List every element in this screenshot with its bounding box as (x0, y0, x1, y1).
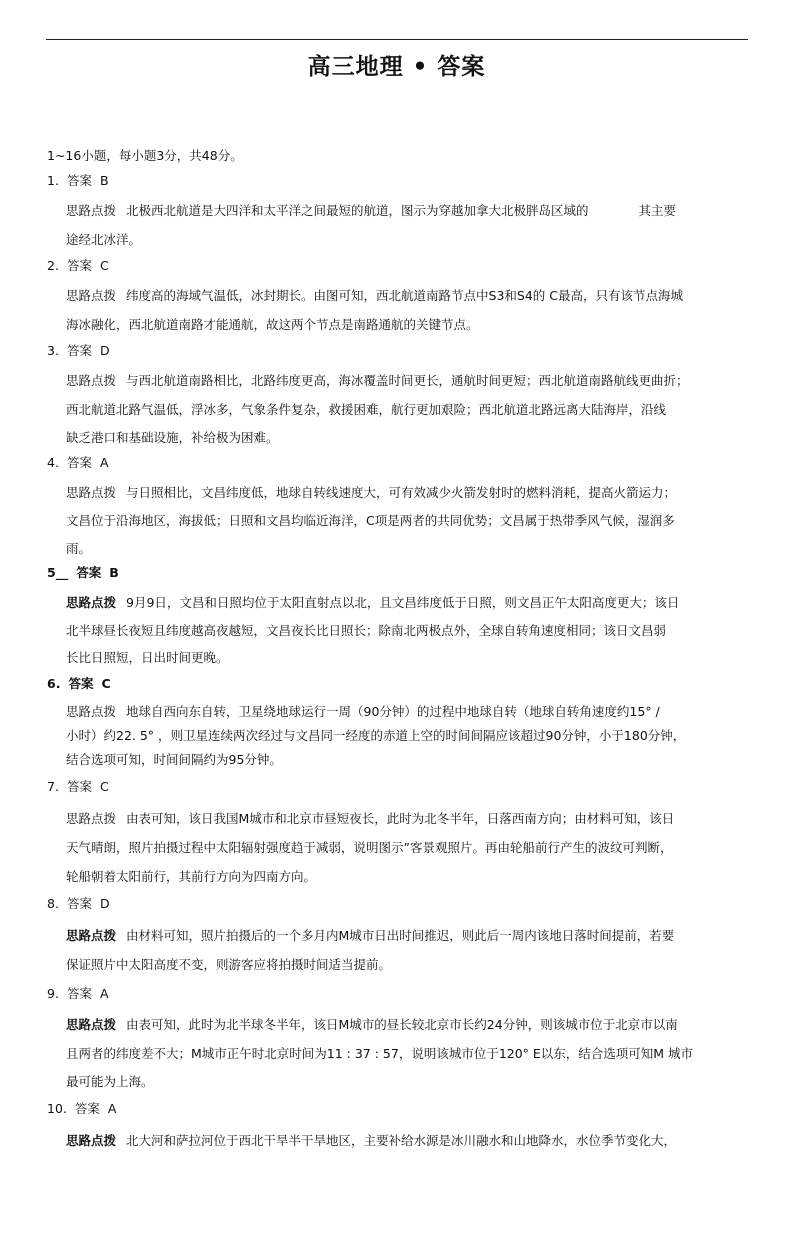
answer-value: D (99, 343, 110, 358)
answer-label: 答案 (68, 676, 94, 691)
answer-row-9 (47, 986, 109, 1002)
explanation-line: 海冰融化，西北航道南路才能通航，故这两个节点是南路通航的关键节点。 (66, 317, 479, 332)
answer-value: A (107, 1101, 117, 1116)
explanation-line (66, 595, 746, 611)
question-number: 3. (47, 343, 59, 358)
question-number: 10. (47, 1101, 67, 1116)
explanation-line: 小时）约22. 5° ，则卫星连续两次经过与文昌同一经度的赤道上空的时间间隔应该超过90分钟，小于180分钟， (66, 728, 686, 743)
page-title: 高三地理 • 答案 (307, 54, 486, 80)
explanation-text: 由材料可知，照片拍摄后的一个多月内M城市日出时间推迟，则此后一周内该地日落时间提前，若要 (126, 928, 675, 943)
answer-row-10 (47, 1101, 116, 1117)
question-number: 8. (47, 896, 59, 911)
explanation-line: 天气晴朗，照片拍摄过程中太阳辐射强度趋于减弱，说明图示”客景观照片。再由轮船前行产生的波纹可判断， (66, 840, 673, 855)
question-number: 9. (47, 986, 59, 1001)
explanation-line (66, 811, 746, 827)
hint-label: 思路点拨 (66, 373, 117, 388)
explanation-line (66, 704, 746, 720)
explanation-line (66, 288, 746, 304)
answer-row-2 (47, 258, 109, 274)
explanation-line: 雨。 (66, 541, 92, 556)
explanation-line: 缺乏港口和基础设施，补给极为困难。 (66, 430, 279, 445)
answer-label: 答案 (66, 258, 92, 273)
explanation-line: 且两者的纬度差不大；M城市正午时北京时间为11 : 37 : 57，说明该城市位于120° E以东，结合选项可知M 城市 (66, 1046, 694, 1061)
answer-value: B (99, 173, 109, 188)
question-number: 1. (47, 173, 59, 188)
hint-label: 思路点拨 (66, 595, 117, 610)
answer-row-8 (47, 896, 110, 912)
explanation-text: 地球自西向东自转，卫星绕地球运行一周（90分钟）的过程中地球自转（地球自转角速度约15° / (126, 704, 660, 719)
explanation-text: 由表可知，此时为北半球冬半年，该日M城市的昼长较北京市长约24分钟，则该城市位于北京市以南 (126, 1017, 678, 1032)
answer-label: 答案 (74, 1101, 100, 1116)
hint-label: 思路点拨 (66, 203, 117, 218)
explanation-line (66, 1133, 746, 1149)
explanation-line: 北半球昼长夜短且纬度越高夜越短，文昌夜长比日照长；除南北两极点外，全球自转角速度相同；该日文昌弱 (66, 623, 667, 638)
answer-label: 答案 (66, 779, 92, 794)
explanation-text: 北极西北航道是大四洋和太平洋之间最短的航道，图示为穿越加拿大北极胖岛区域的 (126, 203, 589, 218)
explanation-line: 西北航道北路气温低，浮冰多，气象条件复杂，救援困难，航行更加艰险；西北航道北路远离大陆海岸，沿线 (66, 402, 667, 417)
explanation-line: 保证照片中太阳高度不变，则游客应将拍摄时间适当提前。 (66, 957, 392, 972)
answer-row-7 (47, 779, 109, 795)
hint-label: 思路点拨 (66, 704, 117, 719)
question-number: 5__ (47, 565, 69, 580)
question-number: 7. (47, 779, 59, 794)
answer-label: 答案 (76, 565, 102, 580)
answer-label: 答案 (66, 173, 92, 188)
explanation-text: 纬度高的海域气温低，冰封期长。由图可知，西北航道南路节点中S3和S4的 C最高，只有该节点海城 (126, 288, 683, 303)
answer-value: A (99, 986, 109, 1001)
answer-value: C (101, 676, 111, 691)
explanation-line (66, 203, 746, 219)
hint-label: 思路点拨 (66, 1133, 117, 1148)
hint-label: 思路点拨 (66, 928, 117, 943)
answer-row-5 (47, 565, 119, 581)
explanation-text: 9月9日，文昌和日照均位于太阳直射点以北，且文昌纬度低于日照，则文昌正午太阳高度更大；该日 (126, 595, 680, 610)
explanation-text: 与西北航道南路相比，北路纬度更高，海冰覆盖时间更长，通航时间更短；西北航道南路航线更曲折； (126, 373, 689, 388)
hint-label: 思路点拨 (66, 1017, 117, 1032)
question-number: 4. (47, 455, 59, 470)
answer-row-3 (47, 343, 110, 359)
explanation-line (66, 485, 746, 501)
answer-value: C (99, 258, 109, 273)
answer-label: 答案 (66, 986, 92, 1001)
explanation-text: 北大河和萨拉河位于西北干旱半干旱地区，主要补给水源是冰川融水和山地降水，水位季节变化大， (126, 1133, 677, 1148)
explanation-line: 文昌位于沿海地区，海拔低；日照和文昌均临近海洋，C项是两者的共同优势；文昌属于热带季风气候，湿润多 (66, 513, 675, 528)
question-number: 6. (47, 676, 61, 691)
explanation-text: 与日照相比，文昌纬度低，地球自转线速度大，可有效减少火箭发射时的燃料消耗，提高火箭运力； (126, 485, 677, 500)
header-rule (46, 39, 748, 40)
hint-label: 思路点拨 (66, 288, 117, 303)
intro-text: 1~16小题，每小题3分，共48分。 (47, 148, 243, 163)
hint-label: 思路点拨 (66, 485, 117, 500)
answer-value: D (99, 896, 110, 911)
explanation-line (66, 928, 746, 944)
explanation-text: 由表可知，该日我国M城市和北京市昼短夜长，此时为北冬半年，日落西南方向；由材料可知，该日 (126, 811, 675, 826)
explanation-line (66, 1017, 746, 1033)
answer-value: A (99, 455, 109, 470)
answer-value: C (99, 779, 109, 794)
hint-label: 思路点拨 (66, 811, 117, 826)
explanation-line (66, 373, 746, 389)
explanation-line: 途经北冰洋。 (66, 232, 142, 247)
answer-label: 答案 (66, 896, 92, 911)
question-number: 2. (47, 258, 59, 273)
answer-value: B (109, 565, 119, 580)
explanation-line: 结合选项可知，时间间隔约为95分钟。 (66, 752, 282, 767)
explanation-line: 轮船朝着太阳前行，其前行方向为四南方向。 (66, 869, 317, 884)
explanation-text: 其主要 (638, 203, 677, 218)
answer-row-6 (47, 676, 111, 692)
explanation-line: 长比日照短，日出时间更晚。 (66, 650, 229, 665)
answer-label: 答案 (66, 343, 92, 358)
answer-label: 答案 (66, 455, 92, 470)
answer-row-1 (47, 173, 109, 189)
explanation-line: 最可能为上海。 (66, 1074, 154, 1089)
answer-row-4 (47, 455, 109, 471)
